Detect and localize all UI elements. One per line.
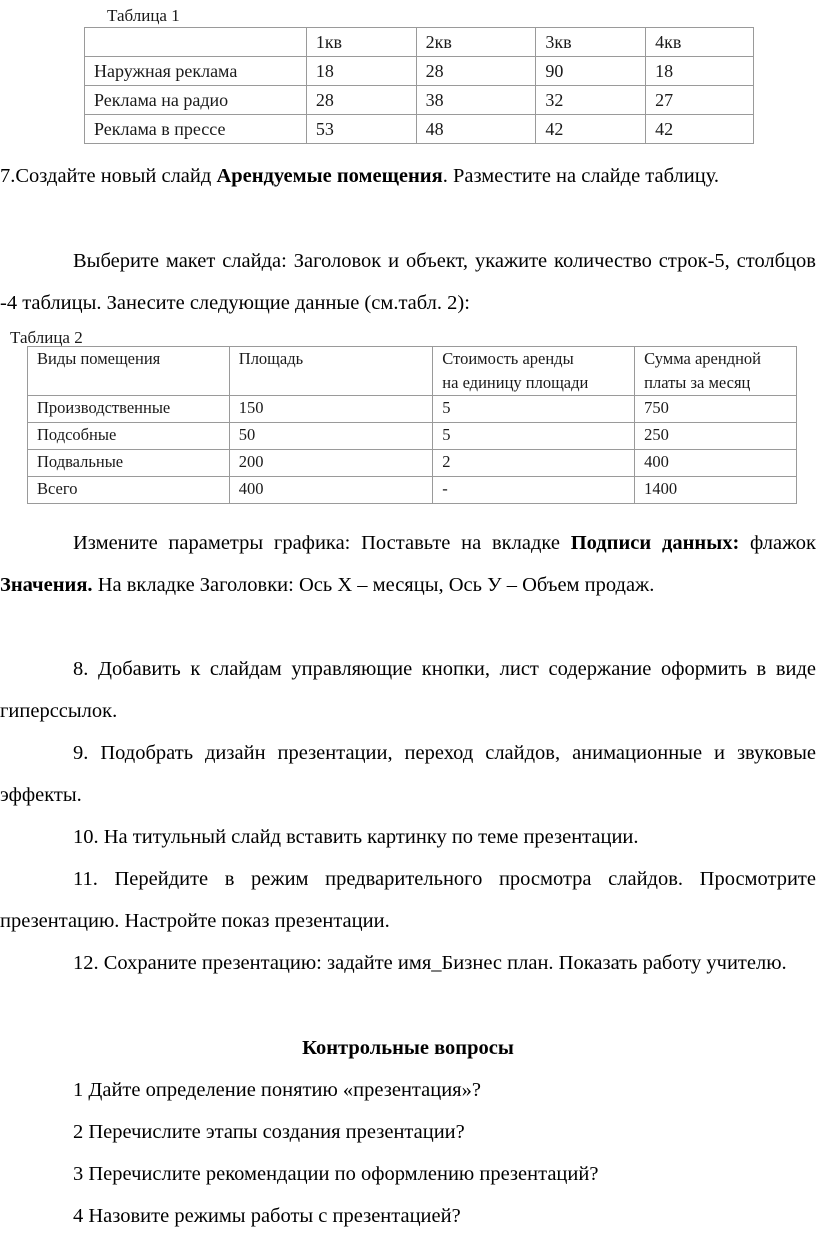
table-header-cell: 2кв [416, 28, 536, 57]
table-row [85, 86, 754, 115]
layout-instruction-paragraph: Выберите макет слайда: Заголовок и объект, укажите количество строк-5, столбцов -4 таблицы. Занесите следующие данные (см.табл. 2): [0, 250, 816, 314]
table-cell: 90 [536, 57, 646, 86]
table-cell: 48 [416, 115, 536, 144]
table-cell: 27 [646, 86, 754, 115]
table-row [28, 396, 797, 423]
slide-title-bold: Арендуемые помещения [216, 165, 443, 187]
questions-list [73, 1069, 813, 1237]
question-item: 1 Дайте определение понятию «презентация»? [73, 1079, 481, 1101]
table-header-row [28, 347, 797, 396]
table-header-row [85, 28, 754, 57]
table-header-cell: Сумма арендной платы за месяц [635, 347, 797, 396]
table-cell: 42 [536, 115, 646, 144]
table-cell: 2 [433, 450, 635, 477]
table-cell: 50 [229, 423, 433, 450]
table-cell: Наружная реклама [85, 57, 307, 86]
table-cell: 38 [416, 86, 536, 115]
table-cell: 150 [229, 396, 433, 423]
table-cell: 750 [635, 396, 797, 423]
table-cell: Подвальные [28, 450, 230, 477]
table-cell: 18 [646, 57, 754, 86]
table1-caption: Таблица 1 [107, 6, 180, 25]
table-2 [27, 346, 797, 504]
questions-heading: Контрольные вопросы [302, 1037, 514, 1059]
chart-parameters-paragraph: Измените параметры графика: Поставьте на вкладке Подписи данных: флажок Значения. На вкладке Заголовки: Ось Х – месяцы, Ось У – Объем продаж. [0, 532, 816, 596]
table-cell: 28 [416, 57, 536, 86]
table-header-cell: Виды помещения [28, 347, 230, 396]
table-cell: Подсобные [28, 423, 230, 450]
task-9-paragraph: 9. Подобрать дизайн презентации, переход слайдов, анимационные и звуковые эффекты. [0, 742, 816, 806]
table-cell: 32 [536, 86, 646, 115]
table-cell: 18 [306, 57, 416, 86]
table-header-cell: 1кв [306, 28, 416, 57]
table2-caption: Таблица 2 [10, 328, 83, 347]
table-row [28, 450, 797, 477]
question-item: 2 Перечислите этапы создания презентации? [73, 1121, 465, 1143]
table-header-cell: 4кв [646, 28, 754, 57]
task-11-paragraph: 11. Перейдите в режим предварительного просмотра слайдов. Просмотрите презентацию. Настройте показ презентации. [0, 868, 816, 932]
task-10-paragraph: 10. На титульный слайд вставить картинку по теме презентации. [73, 826, 639, 848]
table-header-cell: Площадь [229, 347, 433, 396]
table-cell: Всего [28, 477, 230, 504]
table-cell: 250 [635, 423, 797, 450]
table-row [28, 477, 797, 504]
table-cell: 5 [433, 423, 635, 450]
table-row [28, 423, 797, 450]
table-cell: 400 [635, 450, 797, 477]
table-cell: 28 [306, 86, 416, 115]
table-cell: 42 [646, 115, 754, 144]
question-item: 4 Назовите режимы работы с презентацией? [73, 1205, 461, 1227]
table-cell: 53 [306, 115, 416, 144]
table-header-cell: Стоимость аренды на единицу площади [433, 347, 635, 396]
table-cell: Производственные [28, 396, 230, 423]
table-cell: 1400 [635, 477, 797, 504]
table-cell: 200 [229, 450, 433, 477]
table-header-cell [85, 28, 307, 57]
table-row [85, 115, 754, 144]
task-8-paragraph: 8. Добавить к слайдам управляющие кнопки, лист содержание оформить в виде гиперссылок. [0, 658, 816, 722]
table-cell: Реклама на радио [85, 86, 307, 115]
table-header-cell: 3кв [536, 28, 646, 57]
table-cell: 400 [229, 477, 433, 504]
task-12-paragraph: 12. Сохраните презентацию: задайте имя_Бизнес план. Показать работу учителю. [73, 952, 787, 974]
table-row [85, 57, 754, 86]
table-cell: - [433, 477, 635, 504]
question-item: 3 Перечислите рекомендации по оформлению презентаций? [73, 1163, 599, 1185]
table-1 [84, 27, 754, 144]
table-cell: Реклама в прессе [85, 115, 307, 144]
table-cell: 5 [433, 396, 635, 423]
task-7-paragraph: 7.Создайте новый слайд Арендуемые помещения. Разместите на слайде таблицу. [0, 165, 720, 187]
